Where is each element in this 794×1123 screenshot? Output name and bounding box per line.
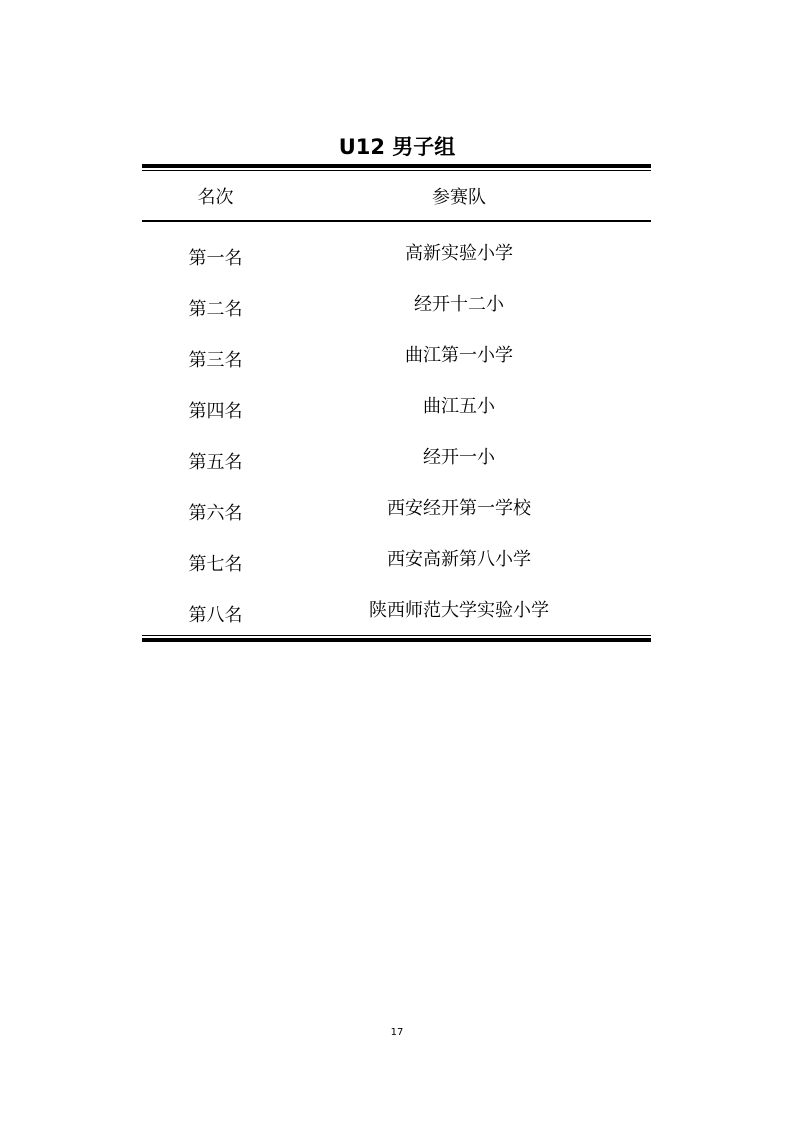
table-row xyxy=(142,431,651,482)
team-cell: 经开十二小 xyxy=(414,293,504,315)
team-cell: 曲江第一小学 xyxy=(405,344,513,366)
rank-cell: 第三名 xyxy=(188,349,243,371)
table-row xyxy=(142,278,651,329)
team-cell: 陕西师范大学实验小学 xyxy=(369,599,549,621)
table-bottom-rule xyxy=(142,638,651,642)
page-title: U12 男子组 xyxy=(338,135,456,159)
rank-cell: 第八名 xyxy=(188,604,243,626)
table-bottom-rules xyxy=(142,635,651,642)
team-cell: 曲江五小 xyxy=(423,395,495,417)
team-cell: 经开一小 xyxy=(423,446,495,468)
header-team: 参赛队 xyxy=(432,187,486,208)
table-row xyxy=(142,482,651,533)
results-table xyxy=(142,164,651,642)
page-number: 17 xyxy=(390,1027,404,1038)
table-body xyxy=(142,222,651,635)
rank-cell: 第一名 xyxy=(188,247,243,269)
team-cell: 西安高新第八小学 xyxy=(387,548,531,570)
header-rank: 名次 xyxy=(197,187,234,208)
table-row xyxy=(142,380,651,431)
rank-cell: 第六名 xyxy=(188,502,243,524)
table-row xyxy=(142,584,651,635)
table-top-rule-thin xyxy=(142,170,651,171)
table-header-row xyxy=(142,172,651,220)
rank-cell: 第四名 xyxy=(188,400,243,422)
rank-cell: 第七名 xyxy=(188,553,243,575)
table-row xyxy=(142,533,651,584)
table-row xyxy=(142,227,651,278)
rank-cell: 第五名 xyxy=(188,451,243,473)
team-cell: 高新实验小学 xyxy=(405,242,513,264)
rank-cell: 第二名 xyxy=(188,298,243,320)
team-cell: 西安经开第一学校 xyxy=(387,497,531,519)
table-row xyxy=(142,329,651,380)
